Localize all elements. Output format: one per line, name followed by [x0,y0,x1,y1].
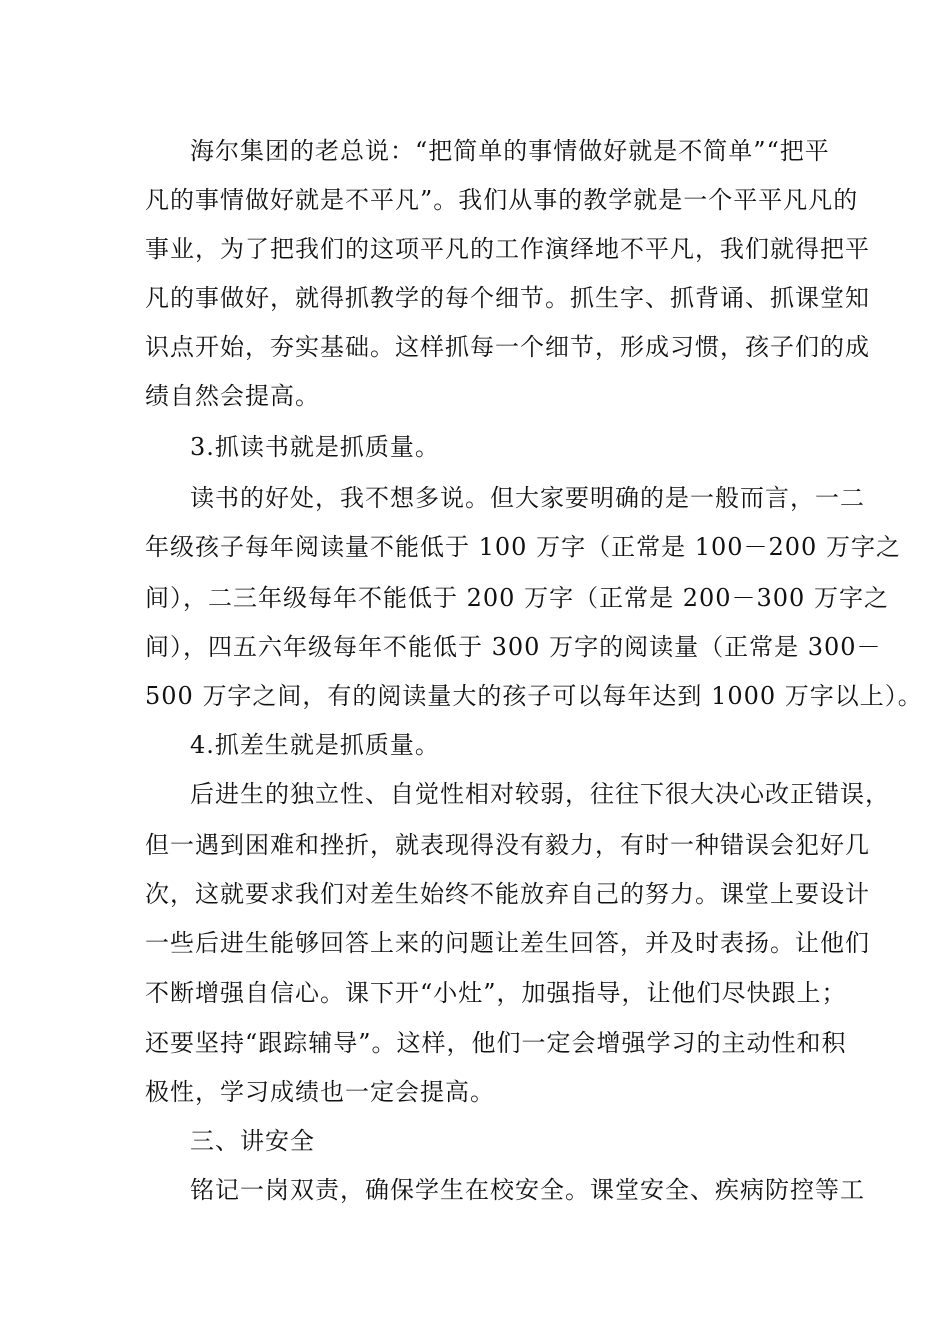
paragraph-line: 铭记一岗双责，确保学生在校安全。课堂安全、疾病防控等工 [190,1176,865,1204]
paragraph-line: 识点开始，夯实基础。这样抓每一个细节，形成习惯，孩子们的成 [145,333,870,361]
section-heading: 3.抓读书就是抓质量。 [190,433,440,461]
paragraph-line: 年级孩子每年阅读量不能低于 100 万字（正常是 100－200 万字之 [145,533,901,561]
paragraph-line: 后进生的独立性、自觉性相对较弱，往往下很大决心改正错误， [190,780,890,808]
paragraph-line: 极性，学习成绩也一定会提高。 [145,1078,495,1106]
paragraph-line: 凡的事做好，就得抓教学的每个细节。抓生字、抓背诵、抓课堂知 [145,284,870,312]
paragraph-line: 间），四五六年级每年不能低于 300 万字的阅读量（正常是 300－ [145,633,882,661]
section-heading: 4.抓差生就是抓质量。 [190,731,440,759]
paragraph-line: 次，这就要求我们对差生始终不能放弃自己的努力。课堂上要设计 [145,880,870,908]
paragraph-line: 海尔集团的老总说：“把简单的事情做好就是不简单”“把平 [190,137,830,165]
paragraph-line: 事业，为了把我们的这项平凡的工作演绎地不平凡，我们就得把平 [145,235,870,263]
paragraph-line: 间），二三年级每年不能低于 200 万字（正常是 200－300 万字之 [145,584,889,612]
section-heading: 三、讲安全 [190,1127,315,1155]
paragraph-line: 一些后进生能够回答上来的问题让差生回答，并及时表扬。让他们 [145,929,870,957]
paragraph-line: 不断增强自信心。课下开“小灶”，加强指导，让他们尽快跟上； [145,979,847,1007]
paragraph-line: 但一遇到困难和挫折，就表现得没有毅力，有时一种错误会犯好几 [145,831,870,859]
paragraph-line: 绩自然会提高。 [145,382,320,410]
paragraph-line: 还要坚持“跟踪辅导”。这样，他们一定会增强学习的主动性和积 [145,1029,847,1057]
paragraph-line: 读书的好处，我不想多说。但大家要明确的是一般而言，一二 [190,484,865,512]
paragraph-line: 500 万字之间，有的阅读量大的孩子可以每年达到 1000 万字以上）。 [145,682,923,710]
paragraph-line: 凡的事情做好就是不平凡”。我们从事的教学就是一个平平凡凡的 [145,186,859,214]
